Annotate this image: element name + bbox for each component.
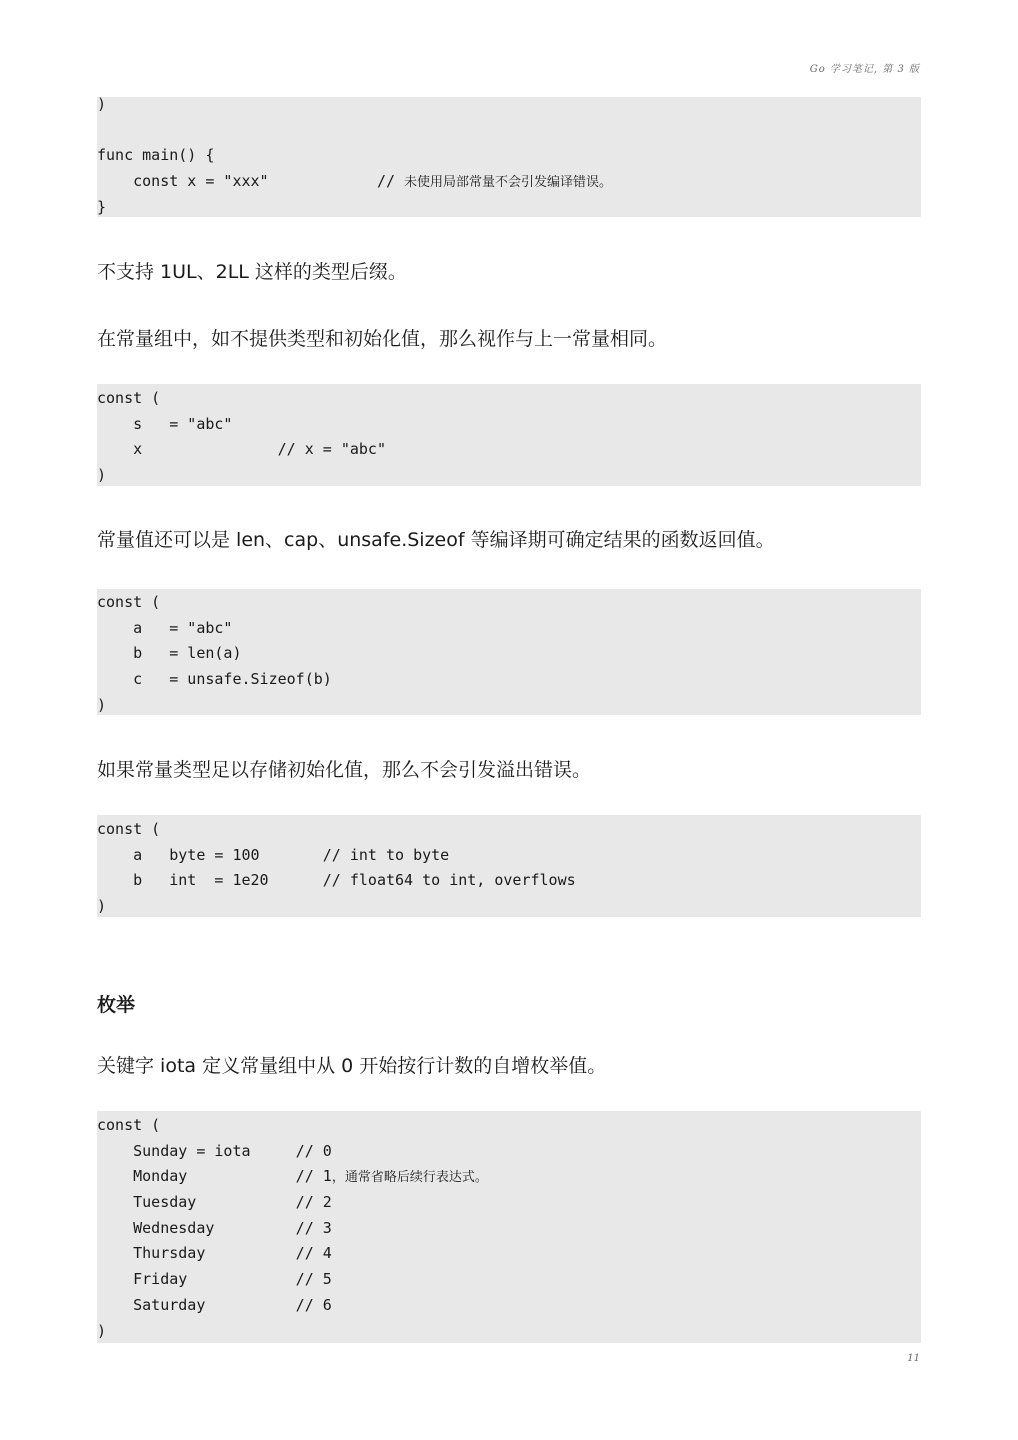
code-block-overflow — [97, 815, 921, 917]
code-line: const ( — [97, 593, 161, 611]
code-line: ) — [97, 897, 107, 916]
code-comment: 未使用局部常量不会引发编译错误。 — [404, 175, 613, 191]
code-text: Monday // 1 — [97, 1167, 332, 1186]
paragraph-suffix: 不支持 1UL、2LL 这样的类型后缀。 — [97, 261, 407, 283]
paragraph-builtin-funcs: 常量值还可以是 len、cap、unsafe.Sizeof 等编译期可确定结果的函数返回值。 — [97, 529, 775, 551]
code-line: const ( — [97, 1116, 161, 1134]
paragraph-overflow: 如果常量类型足以存储初始化值，那么不会引发溢出错误。 — [97, 759, 592, 781]
running-header: Go 学习笔记, 第 3 版 — [809, 64, 920, 75]
code-line — [97, 1164, 921, 1190]
code-line: ) — [97, 466, 107, 485]
code-line: Saturday // 6 — [97, 1295, 332, 1314]
code-line: b int = 1e20 // float64 to int, overflows — [97, 871, 576, 890]
code-line: Tuesday // 2 — [97, 1193, 332, 1212]
code-line: ) — [97, 1321, 107, 1340]
code-line: Wednesday // 3 — [97, 1218, 332, 1237]
code-line: func main() { — [97, 146, 215, 165]
code-block-builtin — [97, 589, 921, 715]
code-line: c = unsafe.Sizeof(b) — [97, 670, 332, 689]
code-line: ) — [97, 95, 107, 113]
code-line: const ( — [97, 389, 161, 407]
code-line: Thursday // 4 — [97, 1244, 332, 1263]
section-heading: 枚举 — [97, 994, 136, 1016]
page-number: 11 — [907, 1353, 920, 1364]
code-line: a byte = 100 // int to byte — [97, 845, 450, 864]
code-line — [97, 169, 921, 195]
code-line: b = len(a) — [97, 644, 242, 663]
code-text: const x = "xxx" // — [97, 172, 405, 191]
code-comment: ，通常省略后续行表达式。 — [331, 1170, 488, 1186]
code-line — [97, 118, 921, 144]
code-block-iota — [97, 1111, 921, 1343]
paragraph-iota: 关键字 iota 定义常量组中从 0 开始按行计数的自增枚举值。 — [97, 1055, 607, 1077]
code-line: } — [97, 197, 107, 216]
code-line: const ( — [97, 820, 161, 838]
code-block-const-group — [97, 384, 921, 486]
code-line: Friday // 5 — [97, 1270, 332, 1289]
code-line: a = "abc" — [97, 618, 233, 637]
paragraph-const-group: 在常量组中，如不提供类型和初始化值，那么视作与上一常量相同。 — [97, 328, 668, 350]
code-line: ) — [97, 695, 107, 714]
code-block-main — [97, 97, 921, 217]
code-line: Sunday = iota // 0 — [97, 1141, 332, 1160]
code-line: s = "abc" — [97, 414, 233, 433]
code-line: x // x = "abc" — [97, 440, 386, 459]
